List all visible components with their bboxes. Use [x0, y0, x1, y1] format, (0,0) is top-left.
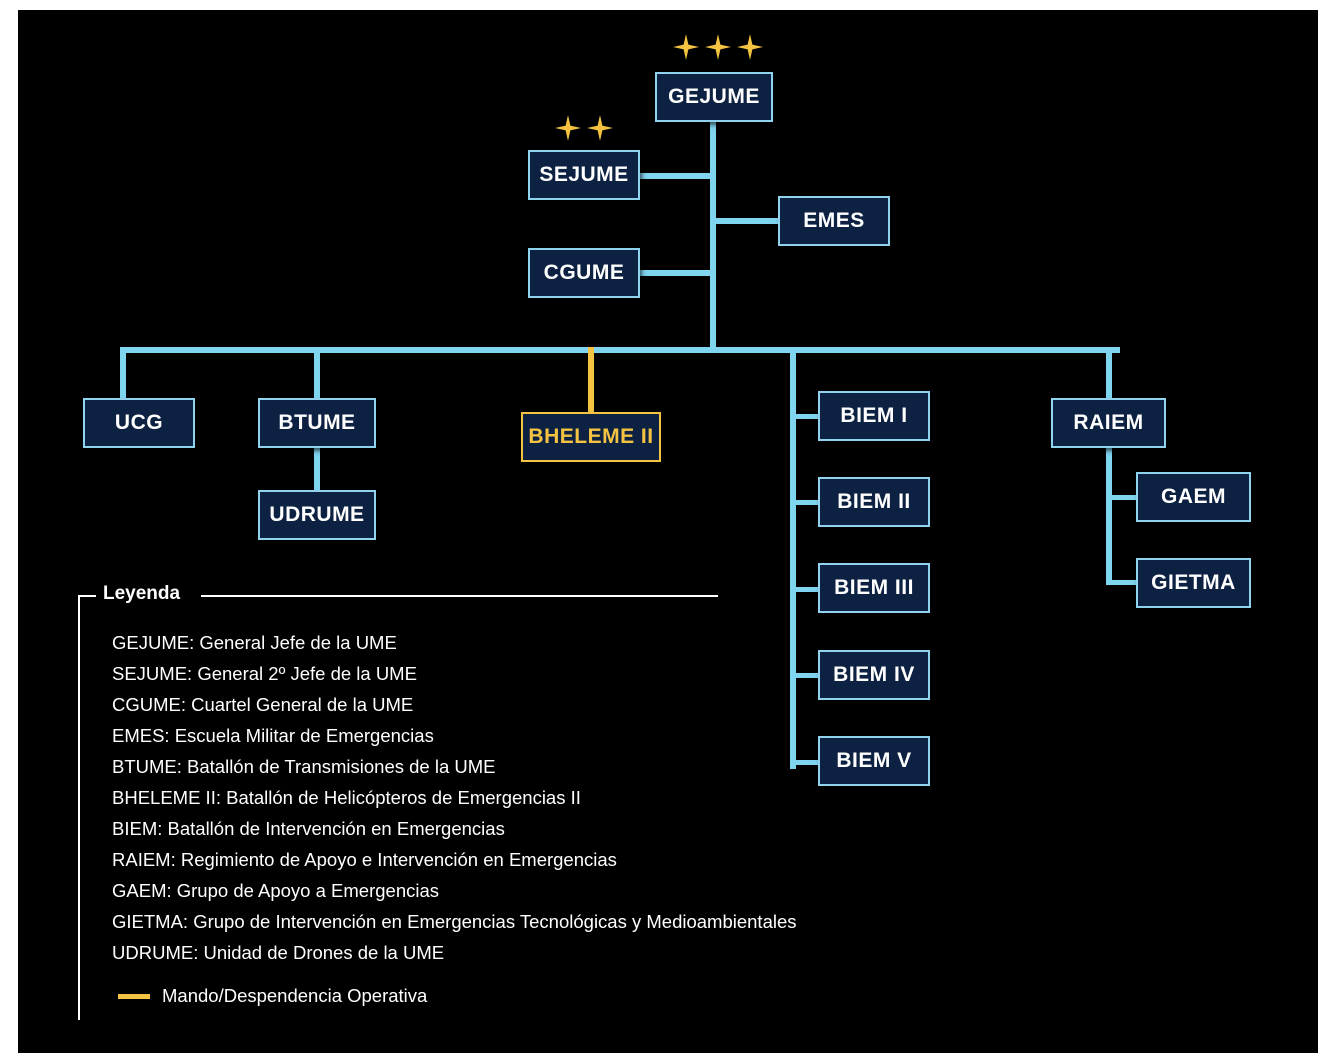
connector-main-bus — [120, 347, 1120, 353]
list-item: UDRUME: Unidad de Drones de la UME — [112, 942, 445, 963]
list-item: CGUME: Cuartel General de la UME — [112, 694, 414, 715]
connector-cgume — [636, 270, 714, 276]
node-ucg[interactable]: UCG — [83, 398, 195, 448]
node-biem-i[interactable]: BIEM I — [818, 391, 930, 441]
operative-line-label: Mando/Despendencia Operativa — [162, 985, 428, 1006]
connector-raiem-trunk — [1106, 442, 1112, 582]
connector-biem3 — [790, 587, 820, 592]
star-icon — [705, 34, 731, 60]
connector-sejume — [636, 173, 714, 179]
star-icon — [587, 115, 613, 141]
list-item: RAIEM: Regimiento de Apoyo e Intervención en Emergencias — [112, 849, 617, 870]
node-emes[interactable]: EMES — [778, 196, 890, 246]
connector-drop-btume — [314, 347, 320, 399]
connector-drop-bheleme — [588, 347, 594, 413]
list-item: EMES: Escuela Militar de Emergencias — [112, 725, 434, 746]
connector-drop-ucg — [120, 347, 126, 399]
list-item: BTUME: Batallón de Transmisiones de la UME — [112, 756, 496, 777]
operative-line-swatch — [118, 994, 150, 999]
connector-gaem — [1106, 495, 1138, 500]
connector-btume-udrume — [314, 442, 320, 494]
node-biem-iii[interactable]: BIEM III — [818, 563, 930, 613]
node-cgume[interactable]: CGUME — [528, 248, 640, 298]
node-gietma[interactable]: GIETMA — [1136, 558, 1251, 608]
node-btume[interactable]: BTUME — [258, 398, 376, 448]
legend-title: Leyenda — [103, 583, 181, 604]
node-sejume[interactable]: SEJUME — [528, 150, 640, 200]
star-icon — [737, 34, 763, 60]
connector-biem1 — [790, 414, 820, 419]
stars-sejume — [555, 115, 613, 141]
node-biem-ii[interactable]: BIEM II — [818, 477, 930, 527]
list-item: GEJUME: General Jefe de la UME — [112, 632, 397, 653]
list-item: GAEM: Grupo de Apoyo a Emergencias — [112, 880, 440, 901]
node-gejume[interactable]: GEJUME — [655, 72, 773, 122]
connector-drop-raiem — [1106, 347, 1112, 399]
node-udrume[interactable]: UDRUME — [258, 490, 376, 540]
node-biem-iv[interactable]: BIEM IV — [818, 650, 930, 700]
diagram-canvas — [18, 10, 1318, 1053]
node-biem-v[interactable]: BIEM V — [818, 736, 930, 786]
node-bheleme-ii[interactable]: BHELEME II — [521, 412, 661, 462]
connector-emes — [710, 218, 782, 224]
list-item: GIETMA: Grupo de Intervención en Emergencias Tecnológicas y Medioambientales — [112, 911, 797, 932]
list-item: SEJUME: General 2º Jefe de la UME — [112, 663, 417, 684]
star-icon — [673, 34, 699, 60]
legend-items — [112, 627, 932, 968]
node-raiem[interactable]: RAIEM — [1051, 398, 1166, 448]
list-item: BIEM: Batallón de Intervención en Emergencias — [112, 818, 505, 839]
star-icon — [555, 115, 581, 141]
connector-gietma — [1106, 580, 1138, 585]
legend-operative-key — [118, 985, 427, 1007]
node-gaem[interactable]: GAEM — [1136, 472, 1251, 522]
list-item: BHELEME II: Batallón de Helicópteros de Emergencias II — [112, 787, 581, 808]
connector-biem2 — [790, 500, 820, 505]
connector-gejume-trunk — [710, 120, 716, 352]
stars-gejume — [673, 34, 763, 60]
